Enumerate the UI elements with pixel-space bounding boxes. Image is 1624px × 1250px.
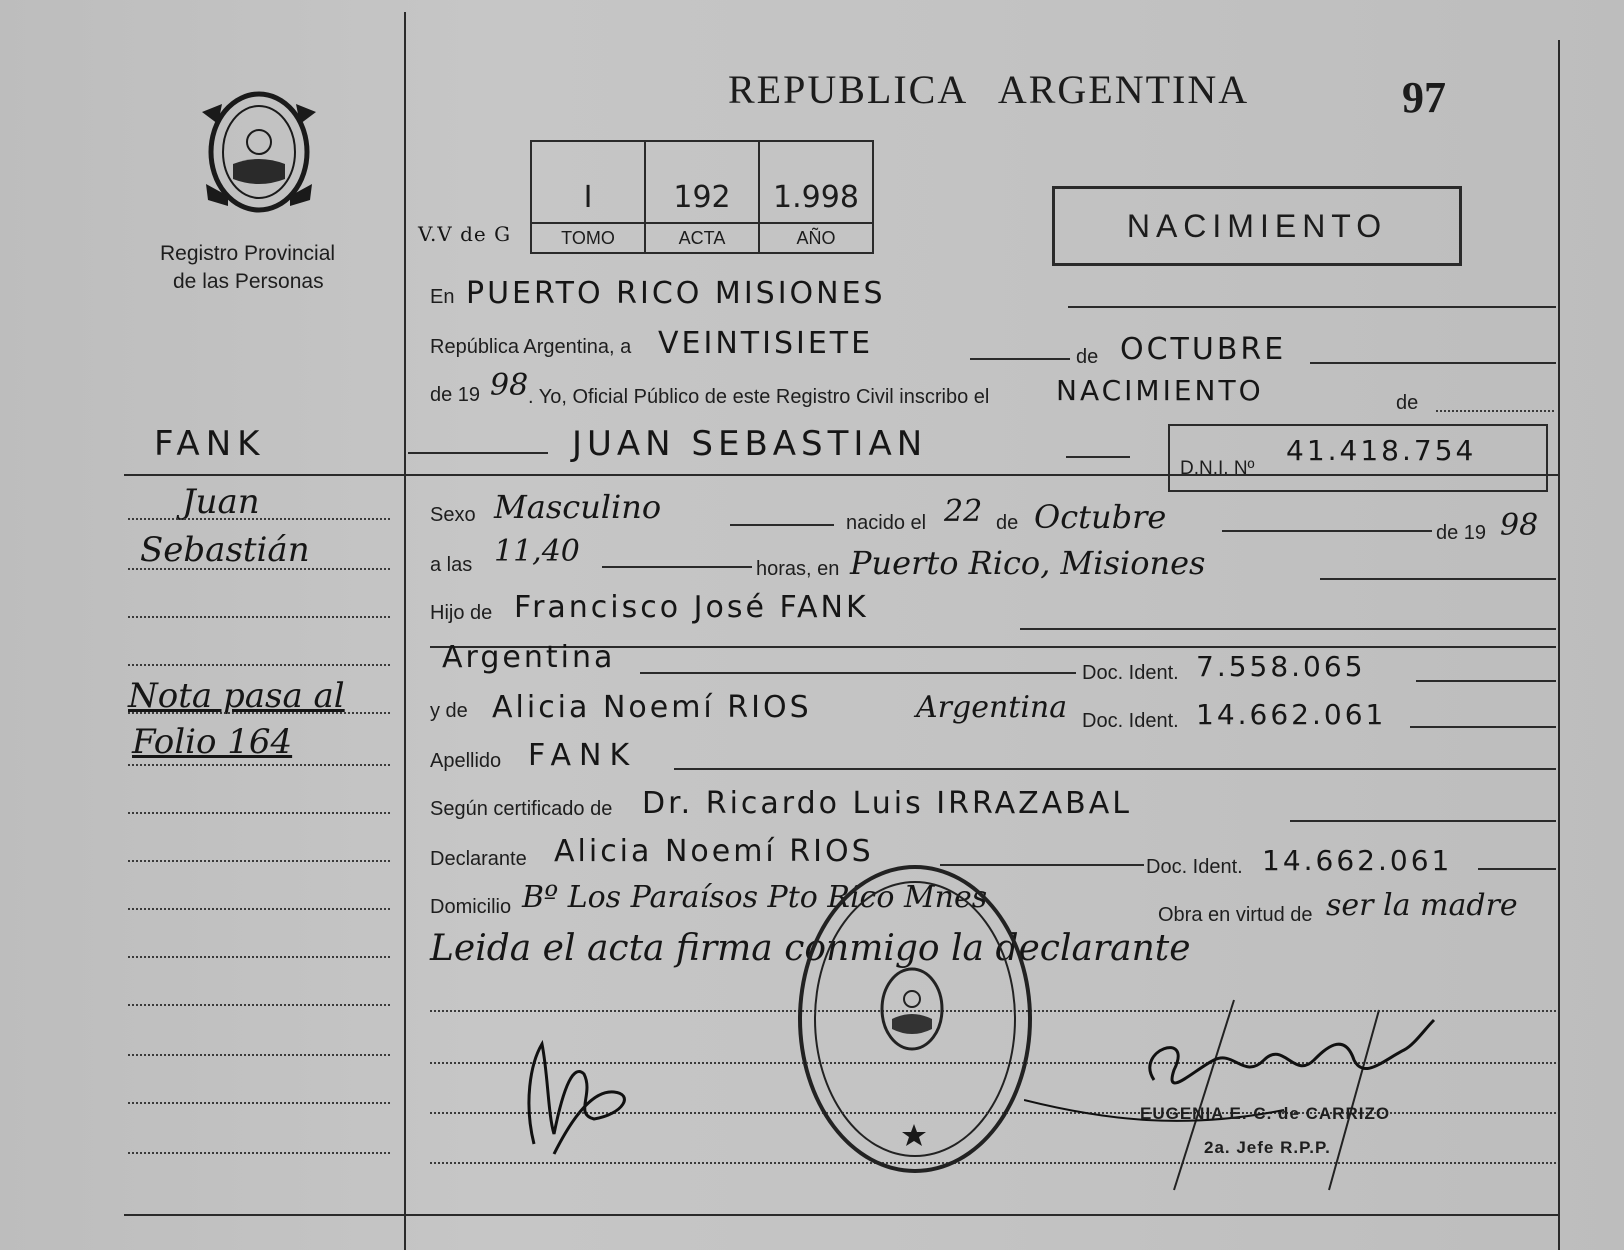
domicile-value: Bº Los Paraísos Pto Rico Mnes (522, 880, 988, 915)
father-doc-line (1416, 680, 1556, 682)
seal-star-icon (902, 1124, 926, 1146)
father-doc-label: Doc. Ident. (1082, 662, 1179, 684)
declarante-label: Declarante (430, 848, 527, 870)
name-line-right (1066, 456, 1130, 458)
certificate-line (1290, 820, 1556, 822)
declarant-value: Alicia Noemí RIOS (554, 834, 874, 869)
acta-cell (646, 142, 760, 252)
right-border (1558, 40, 1560, 1250)
provincia-de-misiones-coat-of-arms-icon (198, 84, 320, 220)
declarant-doc-line (1478, 868, 1556, 870)
birth-year-suffix-value: 98 (1500, 508, 1539, 543)
act-type-dotted (1436, 410, 1554, 412)
margin-note-line1: Nota pasa al (128, 676, 345, 716)
bottom-divider (124, 1214, 1558, 1216)
registration-box (530, 140, 874, 254)
declarant-line (940, 864, 1144, 866)
place-line (1068, 306, 1556, 308)
margin-line (128, 1152, 390, 1154)
declarant-doc-label: Doc. Ident. (1146, 856, 1243, 878)
official-seal (798, 865, 1032, 1173)
birth-month-line (1222, 530, 1432, 532)
margin-line (128, 812, 390, 814)
birth-place-value: Puerto Rico, Misiones (850, 544, 1206, 582)
year-suffix-value: 98 (490, 368, 529, 403)
day-line (970, 358, 1070, 360)
de-after-label: de (1396, 392, 1419, 414)
in-virtue-of-value: ser la madre (1326, 888, 1518, 923)
nacido-el-label: nacido el (846, 512, 927, 534)
tomo-value: I (583, 180, 593, 215)
sexo-label: Sexo (430, 504, 476, 526)
father-line (1020, 628, 1556, 630)
margin-line (128, 1102, 390, 1104)
officer-stamp-line2: 2a. Jefe R.P.P. (1204, 1138, 1331, 1157)
margin-line (128, 616, 390, 618)
name-line-left (408, 452, 548, 454)
place-value: PUERTO RICO MISIONES (466, 276, 886, 311)
birth-place-line (1320, 578, 1556, 580)
acta-label: ACTA (646, 222, 758, 254)
apellido-label: Apellido (430, 750, 502, 772)
margin-line (128, 956, 390, 958)
closing-statement: Leida el acta firma conmigo la declarante (430, 928, 1191, 969)
obra-en-virtud-label: Obra en virtud de (1158, 904, 1313, 926)
mother-doc-value: 14.662.061 (1196, 698, 1387, 731)
declarant-doc-value: 14.662.061 (1262, 844, 1453, 877)
margin-surname: FANK (154, 424, 266, 464)
domicilio-label: Domicilio (430, 896, 512, 918)
father-doc-value: 7.558.065 (1196, 650, 1366, 683)
horas-en-label: horas, en (756, 558, 840, 580)
officer-stamp-line1: EUGENIA E. C. de CARRIZO (1140, 1104, 1391, 1123)
vvdeg-note: V.V de G (418, 222, 512, 246)
country-title: REPUBLICA ARGENTINA (728, 67, 1250, 112)
margin-divider (404, 12, 406, 1250)
father-nationality-value: Argentina (442, 640, 616, 675)
time-line (602, 566, 752, 568)
sex-value: Masculino (494, 488, 662, 526)
margin-line (128, 1054, 390, 1056)
margin-note-line2: Folio 164 (132, 722, 293, 762)
tomo-label: TOMO (532, 222, 644, 254)
margin-line (128, 764, 390, 766)
margin-line (128, 908, 390, 910)
dni-label: D.N.I. Nº (1180, 458, 1255, 479)
segun-certificado-label: Según certificado de (430, 798, 613, 820)
de-19-label: de 19 (430, 384, 481, 406)
margin-line (128, 712, 390, 714)
en-label: En (430, 286, 455, 308)
declarant-signature (514, 1024, 644, 1164)
anio-cell (760, 142, 872, 252)
tomo-cell (532, 142, 646, 252)
mother-doc-label: Doc. Ident. (1082, 710, 1179, 732)
page-number: 97 (1402, 73, 1446, 122)
margin-line (128, 664, 390, 666)
de-month-label: de (1076, 346, 1099, 368)
margin-line (128, 860, 390, 862)
hijo-de-label: Hijo de (430, 602, 493, 624)
father-name-value: Francisco José FANK (514, 590, 869, 625)
full-name-value: JUAN SEBASTIAN (572, 424, 928, 464)
surname-value: FANK (528, 738, 638, 773)
de-birth-year-label: de 19 (1436, 522, 1487, 544)
registry-name-line2: de las Personas (173, 270, 324, 293)
surname-line (674, 768, 1556, 770)
a-las-label: a las (430, 554, 473, 576)
republica-a-label: República Argentina, a (430, 336, 632, 358)
anio-value: 1.998 (773, 180, 859, 215)
margin-first-name: Juan (182, 482, 260, 522)
mother-name-value: Alicia Noemí RIOS (492, 690, 812, 725)
certificate-type-box: NACIMIENTO (1052, 186, 1462, 266)
margin-line (128, 518, 390, 520)
birth-month-value: Octubre (1034, 498, 1167, 536)
certificate-by-value: Dr. Ricardo Luis IRRAZABAL (642, 786, 1132, 821)
mother-nationality-value: Argentina (916, 690, 1068, 725)
officer-signature (1024, 990, 1494, 1200)
birth-time-value: 11,40 (494, 534, 580, 569)
de-birth-month-label: de (996, 512, 1019, 534)
month-words-value: OCTUBRE (1120, 332, 1287, 367)
sex-line (730, 524, 834, 526)
oficial-publico-label: . Yo, Oficial Público de este Registro Civil inscribo el (528, 386, 990, 408)
birth-day-value: 22 (944, 494, 983, 529)
dni-number-value: 41.418.754 (1286, 434, 1477, 467)
margin-line (128, 1004, 390, 1006)
y-de-label: y de (430, 700, 468, 722)
registry-name-line1: Registro Provincial (160, 242, 336, 265)
seal-emblem-icon (872, 959, 952, 1059)
mother-doc-line (1410, 726, 1556, 728)
dni-box (1168, 424, 1548, 492)
act-type-value: NACIMIENTO (1056, 374, 1264, 407)
day-words-value: VEINTISIETE (658, 326, 874, 361)
margin-line (128, 568, 390, 570)
margin-second-name: Sebastián (140, 530, 310, 570)
acta-value: 192 (673, 180, 731, 215)
month-line (1310, 362, 1556, 364)
father-nationality-line (640, 672, 1076, 674)
anio-label: AÑO (760, 222, 872, 254)
